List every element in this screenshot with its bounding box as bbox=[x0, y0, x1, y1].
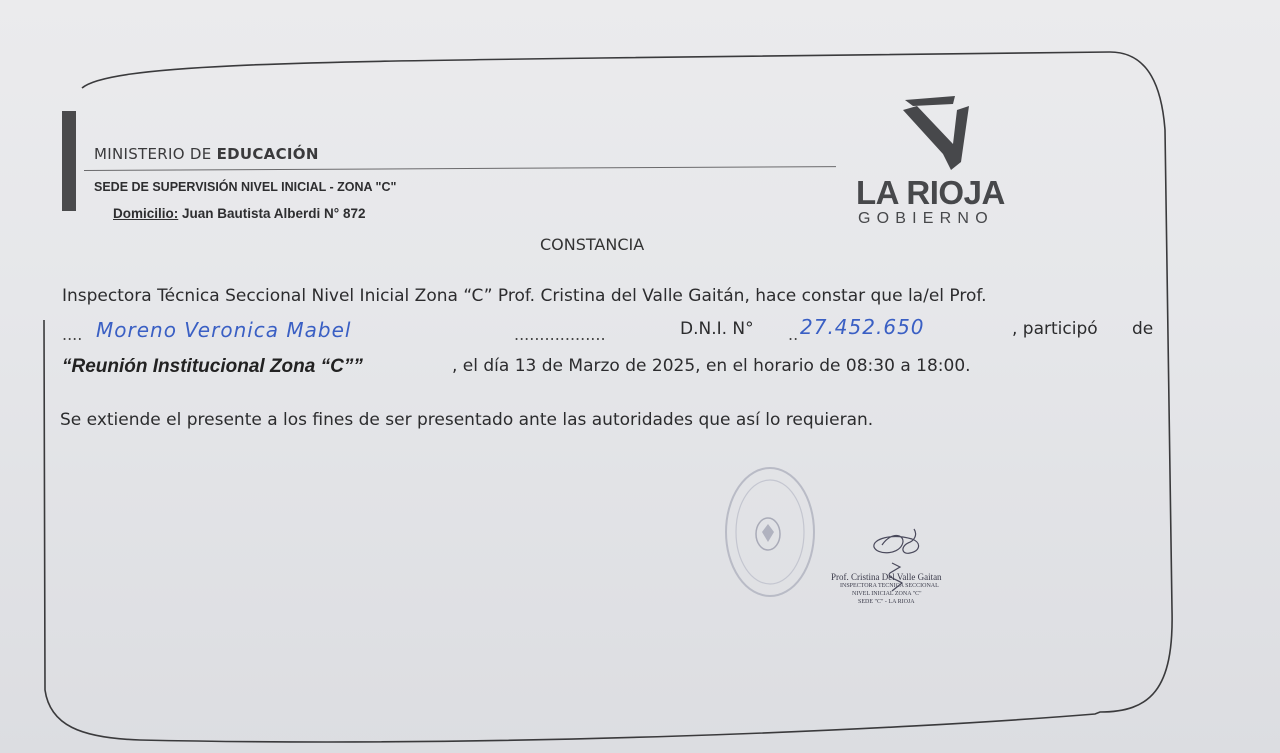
signatory-level: NIVEL INICIAL ZONA "C" bbox=[852, 591, 922, 597]
event-name: “Reunión Institucional Zona “C”” bbox=[62, 356, 363, 377]
handwritten-dni: 27.452.650 bbox=[800, 315, 925, 339]
ministry-heading: MINISTERIO DE EDUCACIÓN bbox=[94, 145, 319, 163]
signatory-role: INSPECTORA TECNICA SECCIONAL bbox=[840, 583, 939, 589]
dots-after-name: .................. bbox=[514, 325, 606, 344]
logo-name: LA RIOJA bbox=[856, 174, 1005, 211]
domicilio-line: Domicilio: Juan Bautista Alberdi N° 872 bbox=[113, 206, 366, 221]
signatory-name: Prof. Cristina Del Valle Gaitan bbox=[831, 572, 942, 582]
dots-lead: .... bbox=[62, 325, 83, 344]
official-stamp-icon bbox=[722, 462, 822, 602]
body-line-1: Inspectora Técnica Seccional Nivel Inicial Zona “C” Prof. Cristina del Valle Gaitán, hace constar que la/el Prof. bbox=[62, 286, 987, 306]
dots-dni: .. bbox=[788, 325, 799, 344]
logo-subtitle: GOBIERNO bbox=[858, 210, 994, 227]
dni-label: D.N.I. N° bbox=[680, 319, 754, 339]
signatory-place: SEDE "C" - LA RIOJA bbox=[858, 599, 915, 605]
event-date-text: , el día 13 de Marzo de 2025, en el horario de 08:30 a 18:00. bbox=[452, 356, 971, 376]
participo-text: , participó bbox=[1012, 319, 1098, 339]
la-rioja-logo-icon bbox=[895, 92, 975, 172]
document-title: CONSTANCIA bbox=[540, 235, 645, 254]
body-line-4: Se extiende el presente a los fines de ser presentado ante las autoridades que así lo requieran. bbox=[60, 410, 874, 430]
sede-line: SEDE DE SUPERVISIÓN NIVEL INICIAL - ZONA "C" bbox=[94, 180, 397, 194]
de-text: de bbox=[1132, 319, 1154, 339]
header-bar bbox=[62, 111, 76, 211]
handwritten-name: Moreno Veronica Mabel bbox=[96, 318, 352, 342]
